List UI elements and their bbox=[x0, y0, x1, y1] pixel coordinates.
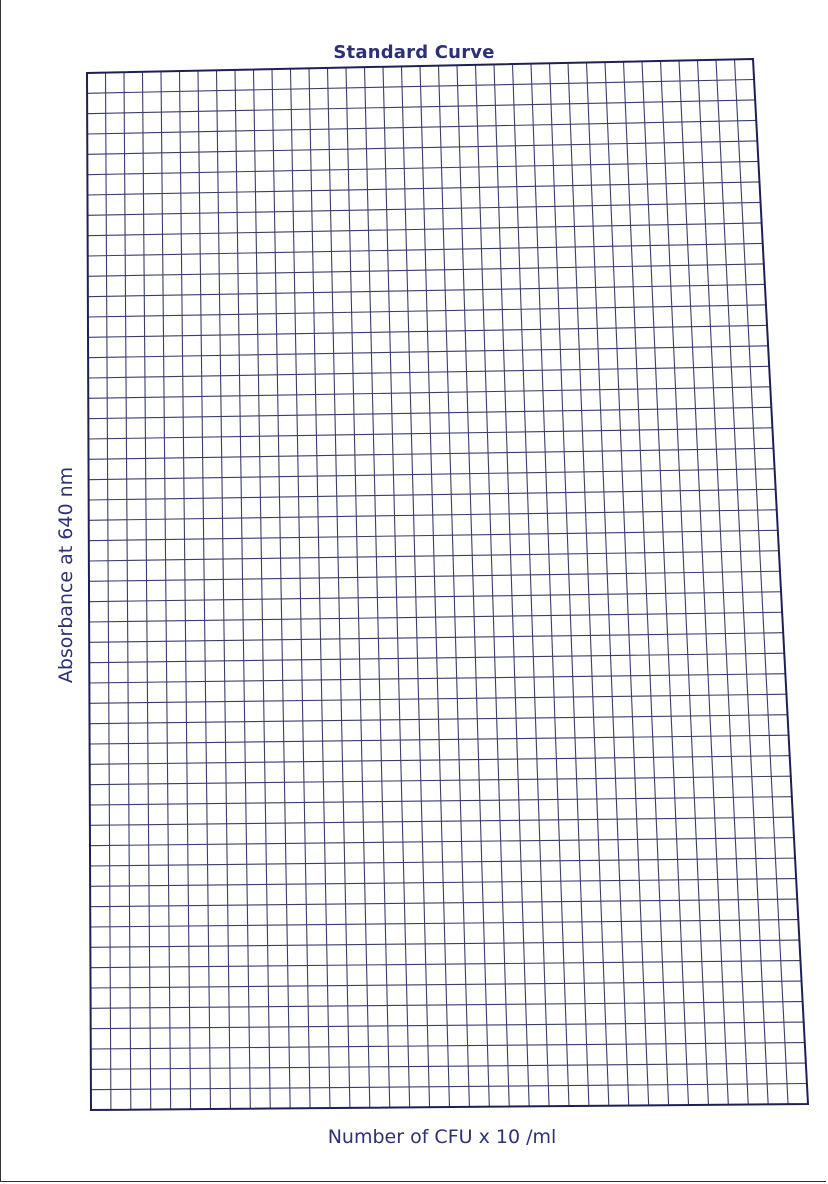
grid-vline-12 bbox=[309, 68, 330, 1108]
grid-vline-9 bbox=[254, 70, 271, 1109]
grid-vline-20 bbox=[457, 65, 489, 1106]
grid-vline-2 bbox=[124, 72, 131, 1109]
grid-vline-28 bbox=[605, 62, 649, 1105]
grid-vline-11 bbox=[291, 69, 311, 1108]
chart-title: Standard Curve bbox=[333, 42, 495, 63]
grid-vline-15 bbox=[365, 67, 390, 1107]
grid-vline-7 bbox=[217, 70, 231, 1109]
grid-vline-13 bbox=[328, 68, 350, 1108]
y-axis-label: Absorbance at 640 nm bbox=[55, 466, 77, 684]
grid-vline-6 bbox=[198, 71, 211, 1109]
grid-vline-5 bbox=[180, 71, 191, 1109]
grid-vline-3 bbox=[143, 72, 151, 1110]
grid-vline-23 bbox=[513, 64, 550, 1106]
grid-vline-18 bbox=[420, 66, 450, 1107]
grid-vline-32 bbox=[679, 61, 728, 1105]
grid-vline-25 bbox=[550, 63, 589, 1106]
grid-vline-27 bbox=[587, 63, 629, 1106]
grid-vline-8 bbox=[235, 70, 250, 1109]
grid-vline-19 bbox=[439, 66, 470, 1107]
plot-area-border bbox=[87, 59, 808, 1110]
grid-vline-21 bbox=[476, 65, 510, 1107]
grid-vline-10 bbox=[272, 69, 290, 1108]
grid-vline-22 bbox=[494, 64, 529, 1106]
x-axis-label: Number of CFU x 10 /ml bbox=[327, 1126, 557, 1148]
grid-vline-24 bbox=[531, 64, 569, 1106]
grid-vline-30 bbox=[642, 61, 689, 1105]
grid-vline-29 bbox=[624, 62, 669, 1105]
grid-vline-4 bbox=[161, 71, 171, 1109]
grid-vline-26 bbox=[568, 63, 609, 1106]
grid-vline-33 bbox=[698, 60, 749, 1104]
grid-vline-31 bbox=[661, 61, 709, 1105]
grid-vline-14 bbox=[346, 68, 370, 1108]
grid-vline-1 bbox=[106, 73, 111, 1110]
grid-lines bbox=[87, 59, 807, 1109]
